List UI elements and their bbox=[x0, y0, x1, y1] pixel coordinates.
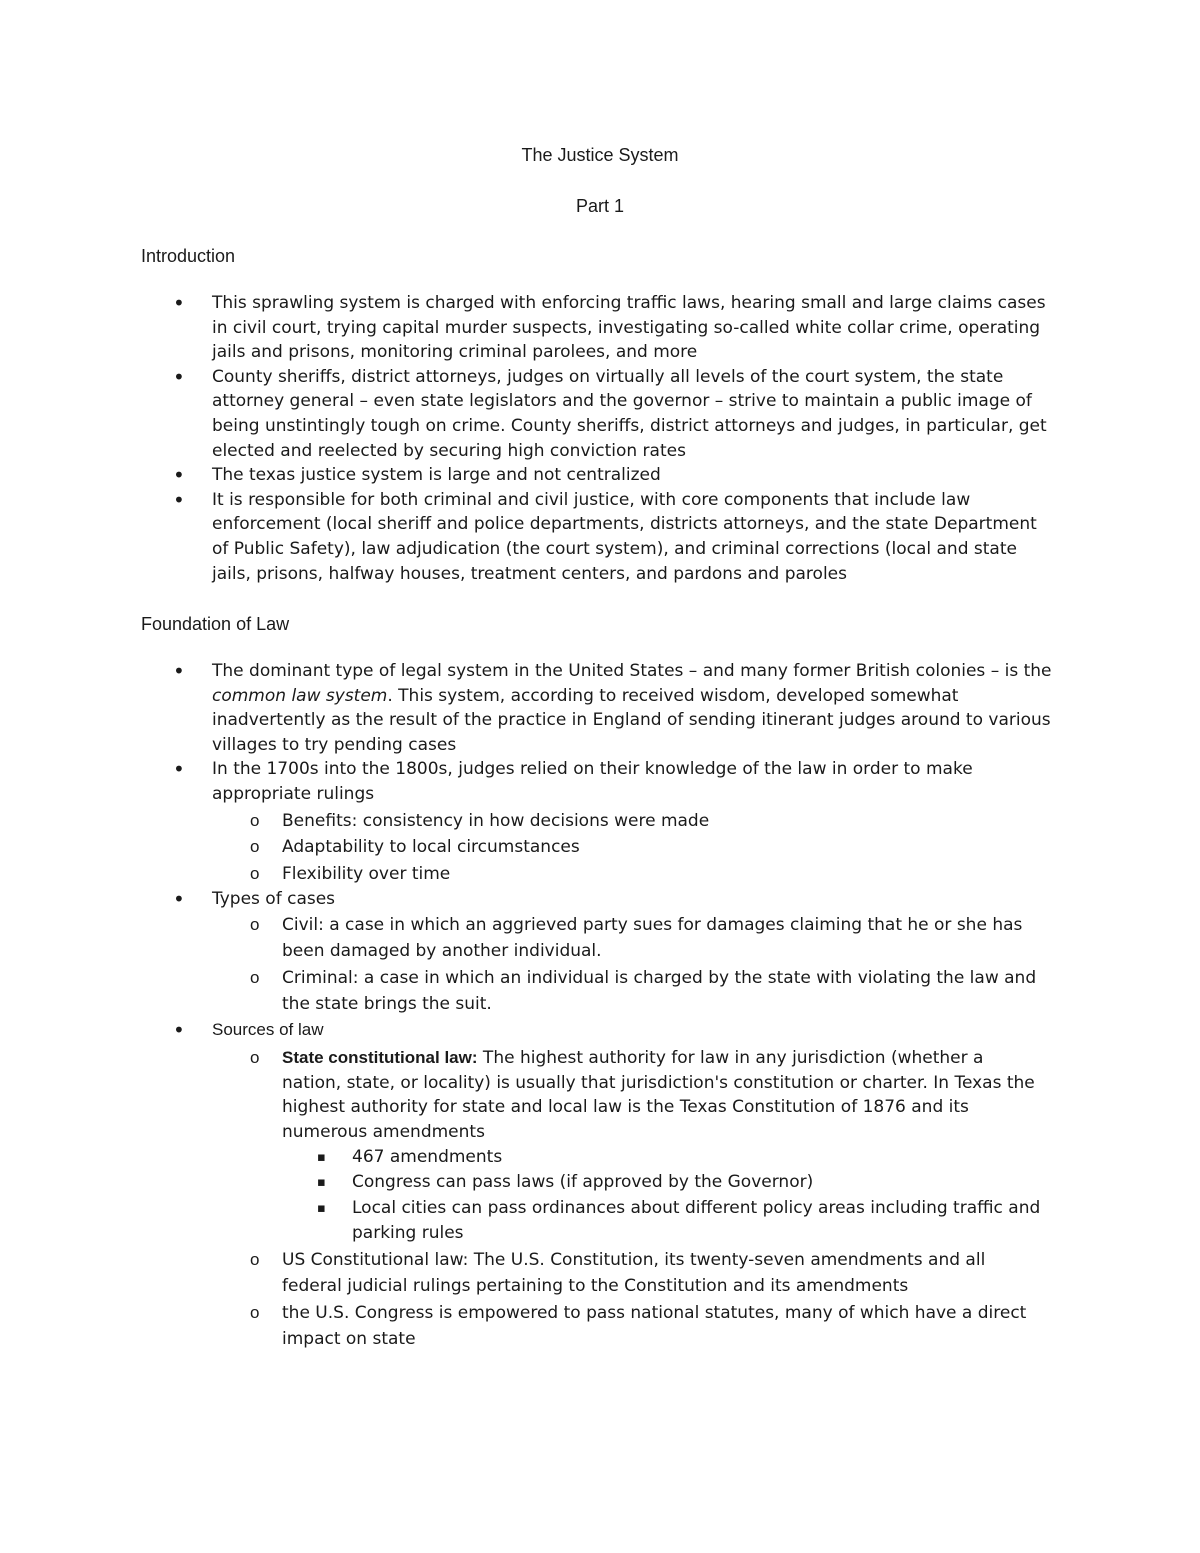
bullet-icon: • bbox=[173, 463, 185, 488]
list-item-text: Sources of law bbox=[212, 1019, 324, 1039]
list-item bbox=[0, 757, 1052, 887]
sub-sub-list-item-text: Congress can pass laws (if approved by the Governor) bbox=[352, 1172, 814, 1193]
list-item-text: County sheriffs, district attorneys, judges on virtually all levels of the court system, the state attorney general – even state legislators and the governor – strive to maintain a public image of being unstintingly tough on crime. County sheriffs, district attorneys and judges, in particular, get elected and reelected by securing high conviction rates bbox=[212, 366, 1047, 461]
list-item bbox=[0, 463, 1052, 488]
section-heading-foundation-of-law: Foundation of Law bbox=[141, 614, 290, 634]
sub-list-item bbox=[212, 1300, 1042, 1353]
sub-sub-list-item-text: Local cities can pass ordinances about different policy areas including traffic and parking rules bbox=[352, 1197, 1041, 1244]
section-heading-introduction: Introduction bbox=[141, 246, 236, 266]
bullet-icon: • bbox=[173, 291, 185, 315]
sub-bullet-icon: o bbox=[250, 863, 260, 883]
state-constitutional-law-label: State constitutional law: bbox=[282, 1048, 478, 1068]
sub-bullet-icon: o bbox=[250, 837, 260, 857]
list-item bbox=[0, 887, 1052, 1018]
sub-sub-list-item bbox=[282, 1170, 1042, 1196]
square-bullet-icon: ▪ bbox=[317, 1175, 326, 1191]
sub-list-item-text: Adaptability to local circumstances bbox=[282, 837, 580, 858]
sub-bullet-icon: o bbox=[250, 1249, 260, 1269]
bullet-icon: • bbox=[173, 757, 185, 782]
sub-list-item bbox=[212, 1247, 1042, 1300]
sub-bullet-icon: o bbox=[250, 914, 260, 934]
bullet-icon: • bbox=[173, 487, 185, 512]
sub-list-item bbox=[212, 861, 1042, 888]
list-item-text: The texas justice system is large and not centralized bbox=[212, 465, 661, 486]
list-item bbox=[0, 365, 1052, 463]
list-item bbox=[0, 659, 1052, 757]
square-bullet-icon: ▪ bbox=[317, 1149, 326, 1165]
list-item-text: This sprawling system is charged with enforcing traffic laws, hearing small and large claims cases in civil court, trying capital murder suspects, investigating so-called white collar crime, operating jails and prisons, monitoring criminal parolees, and more bbox=[212, 293, 1046, 363]
list-item-text: It is responsible for both criminal and civil justice, with core components that include law enforcement (local sheriff and police departments, districts attorneys, and the state Department of Public Safety), law adjudication (the court system), and criminal corrections (local and state jails, prisons, halfway houses, treatment centers, and pardons and paroles bbox=[212, 489, 1037, 584]
sub-sub-list-item-text: 467 amendments bbox=[352, 1146, 503, 1167]
sub-bullet-icon: o bbox=[250, 1302, 260, 1322]
sub-list-item bbox=[212, 912, 1042, 965]
sub-list-item-text: Criminal: a case in which an individual is charged by the state with violating the law and the state brings the suit. bbox=[282, 967, 1037, 1015]
sub-list-item-text: The highest authority for law in any jurisdiction (whether a nation, state, or locality) is usually that jurisdiction's constitution or charter. In Texas the highest authority for state and local law is the Texas Constitution of 1876 and its numerous amendments bbox=[282, 1048, 1035, 1143]
document-title: The Justice System bbox=[521, 145, 679, 165]
document-subtitle: Part 1 bbox=[575, 196, 625, 216]
list-item-text-pre: The dominant type of legal system in the United States – and many former British colonies – is the bbox=[212, 661, 1052, 681]
sub-bullet-icon: o bbox=[250, 967, 260, 987]
list-item-text-post: . This system, according to received wisdom, developed somewhat inadvertently as the result of the practice in England of sending itinerant judges around to various villages to try pending cases bbox=[212, 685, 1051, 755]
sub-bullet-icon: o bbox=[250, 810, 260, 830]
sub-sub-list bbox=[282, 1145, 1042, 1247]
sub-list-item bbox=[212, 1046, 1042, 1246]
common-law-system-term: common law system bbox=[212, 685, 388, 706]
sub-bullet-icon: o bbox=[250, 1048, 260, 1068]
bullet-icon: • bbox=[173, 1017, 185, 1042]
sub-list-item bbox=[212, 808, 1042, 835]
sub-sub-list-item bbox=[282, 1196, 1042, 1247]
list-item bbox=[0, 488, 1052, 586]
sub-list-item bbox=[212, 965, 1042, 1018]
sub-sub-list-item bbox=[282, 1145, 1042, 1171]
sub-list-item-text: Flexibility over time bbox=[282, 863, 451, 884]
sub-list-item-text: US Constitutional law: The U.S. Constitution, its twenty-seven amendments and all federal judicial rulings pertaining to the Constitution and its amendments bbox=[282, 1249, 986, 1297]
bullet-icon: • bbox=[173, 887, 185, 912]
sub-list-item-text: Benefits: consistency in how decisions were made bbox=[282, 810, 710, 831]
bullet-icon: • bbox=[173, 659, 185, 683]
sub-list bbox=[212, 912, 1052, 1018]
square-bullet-icon: ▪ bbox=[317, 1200, 326, 1216]
list-item-text: Types of cases bbox=[212, 889, 336, 910]
bullet-icon: • bbox=[173, 364, 185, 389]
sub-list-item-text: Civil: a case in which an aggrieved party sues for damages claiming that he or she has been damaged by another individual. bbox=[282, 914, 1023, 962]
sub-list-item bbox=[212, 834, 1042, 861]
list-item-text: In the 1700s into the 1800s, judges relied on their knowledge of the law in order to make appropriate rulings bbox=[212, 759, 973, 804]
introduction-list bbox=[0, 291, 1200, 586]
sub-list bbox=[212, 808, 1052, 888]
foundation-list bbox=[0, 659, 1200, 1353]
list-item bbox=[0, 1018, 1052, 1353]
sub-list-item-text: the U.S. Congress is empowered to pass national statutes, many of which have a direct impact on state bbox=[282, 1302, 1027, 1350]
list-item bbox=[0, 291, 1052, 365]
sub-list bbox=[212, 1046, 1052, 1352]
